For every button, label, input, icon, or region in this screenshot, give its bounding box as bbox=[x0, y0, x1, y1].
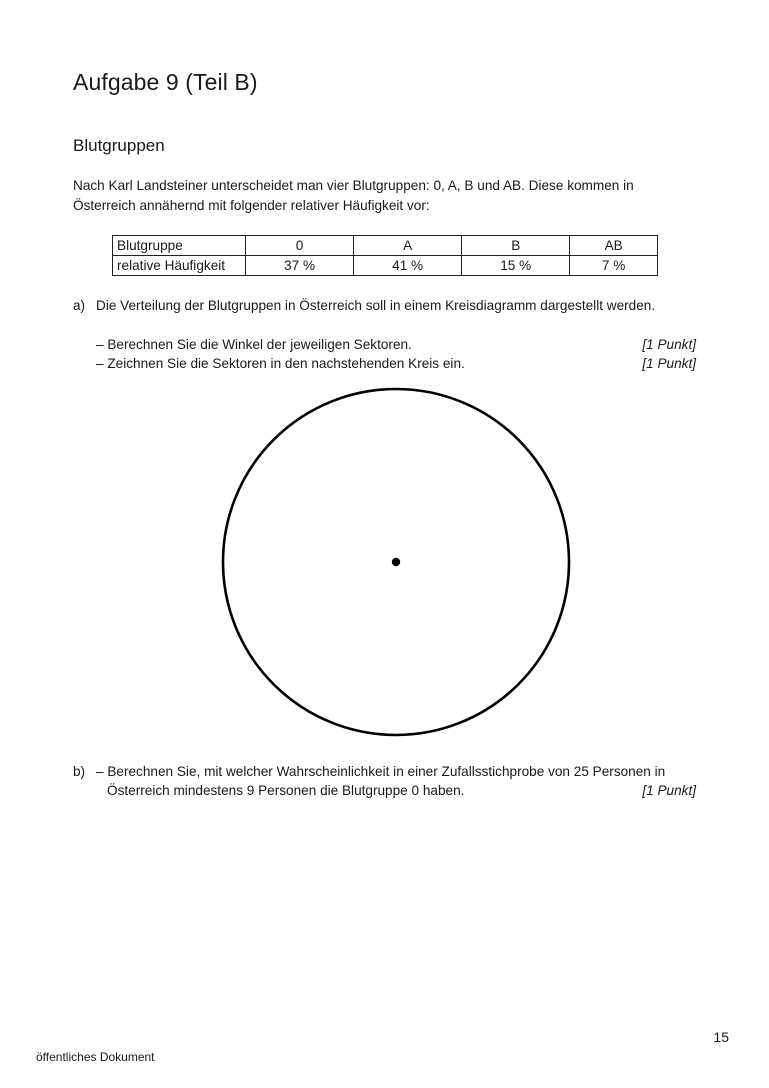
task-a bbox=[73, 296, 703, 316]
points-label: [1 Punkt] bbox=[642, 337, 696, 352]
table-cell: 15 % bbox=[462, 256, 570, 276]
page-title: Aufgabe 9 (Teil B) bbox=[73, 69, 258, 95]
table-cell: 7 % bbox=[570, 256, 658, 276]
intro-paragraph bbox=[73, 176, 703, 216]
intro-line-1: Nach Karl Landsteiner unterscheidet man vier Blutgruppen: 0, A, B und AB. Diese kommen in bbox=[73, 178, 634, 193]
frequency-table bbox=[112, 235, 658, 276]
table-cell: 37 % bbox=[246, 256, 354, 276]
task-b-line-1: – Berechnen Sie, mit welcher Wahrscheinlichkeit in einer Zufallsstichprobe von 25 Personen in bbox=[96, 764, 666, 779]
task-a-bullet-2 bbox=[96, 354, 696, 374]
empty-circle-drawing bbox=[220, 386, 572, 738]
task-b-line-2-row bbox=[107, 781, 696, 801]
table-header-row bbox=[113, 236, 658, 256]
table-cell: relative Häufigkeit bbox=[113, 256, 246, 276]
points-label: [1 Punkt] bbox=[642, 783, 696, 798]
circle-center-point bbox=[392, 558, 400, 566]
task-a-text: Die Verteilung der Blutgruppen in Österreich soll in einem Kreisdiagramm dargestellt werden. bbox=[96, 298, 656, 313]
task-a-letter: a) bbox=[73, 298, 86, 313]
pie-chart-circle[interactable] bbox=[220, 386, 572, 738]
bullet-text: – Berechnen Sie die Winkel der jeweiligen Sektoren. bbox=[96, 337, 412, 352]
table-cell: AB bbox=[570, 236, 658, 256]
table-cell: 0 bbox=[246, 236, 354, 256]
points-label: [1 Punkt] bbox=[642, 356, 696, 371]
table-cell: 41 % bbox=[354, 256, 462, 276]
table-cell: A bbox=[354, 236, 462, 256]
task-b-letter: b) bbox=[73, 764, 86, 779]
section-title: Blutgruppen bbox=[73, 136, 165, 155]
bullet-text: – Zeichnen Sie die Sektoren in den nachstehenden Kreis ein. bbox=[96, 356, 465, 371]
table-row bbox=[113, 256, 658, 276]
task-b-line-2: Österreich mindestens 9 Personen die Blutgruppe 0 haben. bbox=[107, 783, 465, 798]
table-cell: B bbox=[462, 236, 570, 256]
footer-note: öffentliches Dokument bbox=[36, 1050, 155, 1064]
intro-line-2: Österreich annähernd mit folgender relativer Häufigkeit vor: bbox=[73, 198, 430, 213]
task-a-bullet-1 bbox=[96, 335, 696, 355]
page-number: 15 bbox=[713, 1029, 729, 1045]
table-cell: Blutgruppe bbox=[113, 236, 246, 256]
